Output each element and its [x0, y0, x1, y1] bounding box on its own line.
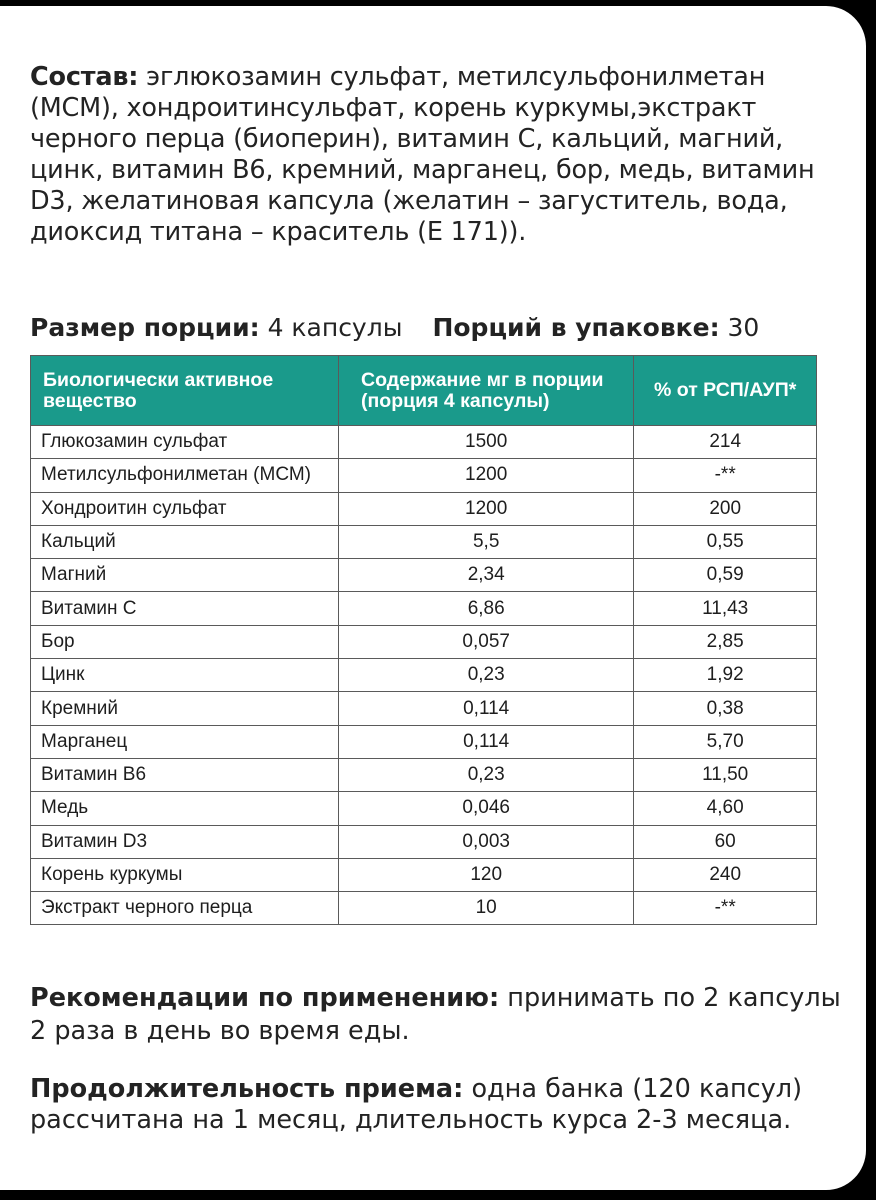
cell-substance: Хондроитин сульфат: [31, 492, 339, 525]
cell-percent: 2,85: [634, 625, 817, 658]
cell-substance: Кальций: [31, 525, 339, 558]
cell-percent: 0,38: [634, 692, 817, 725]
table-row: [31, 725, 817, 758]
table-row: [31, 492, 817, 525]
table-header-row: [31, 356, 817, 426]
cell-percent: 200: [634, 492, 817, 525]
cell-amount: 1200: [339, 492, 634, 525]
table-row: [31, 792, 817, 825]
label-card: [0, 6, 866, 1190]
table-row: [31, 459, 817, 492]
table-row: [31, 625, 817, 658]
cell-amount: 1500: [339, 426, 634, 459]
table-row: [31, 692, 817, 725]
cell-amount: 0,23: [339, 758, 634, 791]
recommendations-label: Рекомендации по применению:: [30, 983, 500, 1013]
header-substance: Биологически активное вещество: [31, 356, 339, 426]
cell-substance: Марганец: [31, 725, 339, 758]
recommendations-paragraph: [30, 982, 850, 1048]
servings-per-pack-label: Порций в упаковке:: [432, 313, 720, 342]
cell-percent: 4,60: [634, 792, 817, 825]
servings-per-pack-value: 30: [719, 313, 760, 342]
cell-percent: -**: [634, 459, 817, 492]
table-row: [31, 525, 817, 558]
cell-amount: 0,114: [339, 725, 634, 758]
table-body: [31, 426, 817, 925]
cell-substance: Медь: [31, 792, 339, 825]
table-row: [31, 592, 817, 625]
duration-label: Продолжительность приема:: [30, 1074, 464, 1104]
cell-amount: 10: [339, 892, 634, 925]
cell-substance: Глюкозамин сульфат: [31, 426, 339, 459]
table-row: [31, 825, 817, 858]
cell-amount: 2,34: [339, 559, 634, 592]
cell-amount: 0,114: [339, 692, 634, 725]
composition-label: Состав:: [30, 62, 139, 92]
cell-amount: 0,046: [339, 792, 634, 825]
nutrition-table: [30, 355, 817, 925]
cell-substance: Кремний: [31, 692, 339, 725]
cell-amount: 5,5: [339, 525, 634, 558]
table-row: [31, 858, 817, 891]
cell-substance: Корень куркумы: [31, 858, 339, 891]
cell-amount: 120: [339, 858, 634, 891]
table-row: [31, 659, 817, 692]
cell-substance: Экстракт черного перца: [31, 892, 339, 925]
cell-substance: Витамин С: [31, 592, 339, 625]
cell-substance: Магний: [31, 559, 339, 592]
cell-amount: 1200: [339, 459, 634, 492]
cell-substance: Витамин В6: [31, 758, 339, 791]
cell-percent: 60: [634, 825, 817, 858]
cell-substance: Цинк: [31, 659, 339, 692]
serving-size-label: Размер порции:: [30, 313, 260, 342]
cell-amount: 0,003: [339, 825, 634, 858]
cell-percent: 1,92: [634, 659, 817, 692]
composition-text: эглюкозамин сульфат, метилсульфонилметан (МСМ), хондроитинсульфат, корень куркумы,экстракт черного перца (биоперин), витамин С, кальций, магний, цинк, витамин В6, кремний, марганец, бор, медь, витамин D3, желатиновая капсула (желатин – загуститель, вода, диоксид титана – краситель (Е 171)).: [30, 62, 815, 247]
cell-percent: 214: [634, 426, 817, 459]
composition-paragraph: [30, 62, 850, 248]
cell-amount: 0,057: [339, 625, 634, 658]
serving-size-value: 4 капсулы: [259, 313, 403, 342]
header-amount: Содержание мг в порции (порция 4 капсулы): [339, 356, 634, 426]
table-row: [31, 892, 817, 925]
table-row: [31, 426, 817, 459]
recommendations-text: принимать по 2 капсулы 2 раза в день во время еды.: [30, 983, 841, 1046]
cell-amount: 0,23: [339, 659, 634, 692]
duration-text: одна банка (120 капсул) рассчитана на 1 месяц, длительность курса 2-3 месяца.: [30, 1074, 803, 1135]
duration-paragraph: [30, 1074, 850, 1136]
cell-substance: Бор: [31, 625, 339, 658]
cell-percent: 0,55: [634, 525, 817, 558]
table-row: [31, 559, 817, 592]
cell-percent: -**: [634, 892, 817, 925]
cell-percent: 240: [634, 858, 817, 891]
header-percent: % от РСП/АУП*: [634, 356, 817, 426]
cell-substance: Витамин D3: [31, 825, 339, 858]
cell-percent: 0,59: [634, 559, 817, 592]
cell-percent: 5,70: [634, 725, 817, 758]
cell-percent: 11,43: [634, 592, 817, 625]
table-row: [31, 758, 817, 791]
cell-substance: Метилсульфонилметан (МСМ): [31, 459, 339, 492]
serving-info: [30, 312, 850, 344]
cell-amount: 6,86: [339, 592, 634, 625]
cell-percent: 11,50: [634, 758, 817, 791]
